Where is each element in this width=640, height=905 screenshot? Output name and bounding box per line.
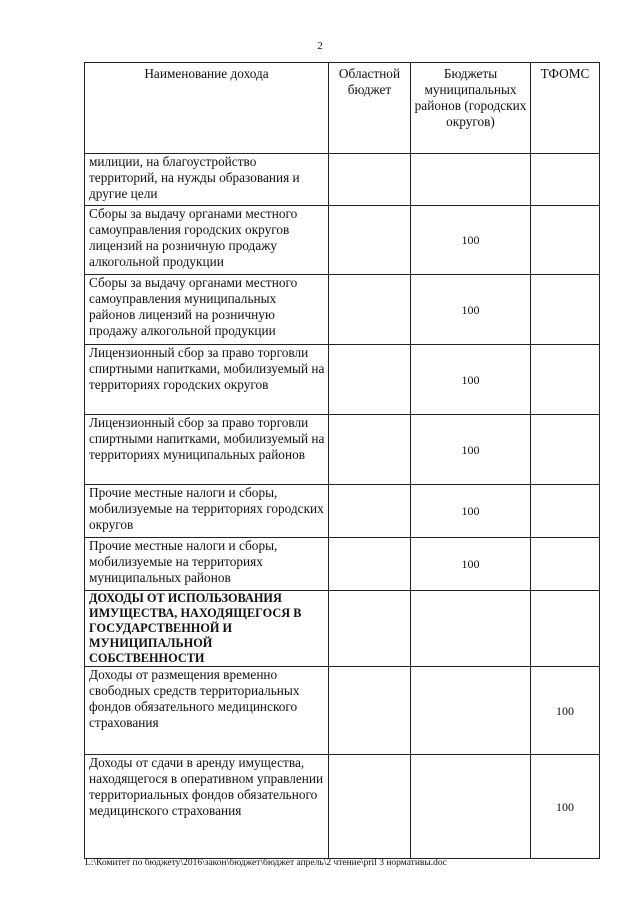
regional-value [329,667,411,755]
table-row [85,667,600,755]
municipal-value: 100 [411,538,531,591]
page-number: 2 [317,40,323,52]
table-row [85,275,600,345]
regional-value [329,485,411,538]
tfoms-value [531,591,600,667]
municipal-value: 100 [411,485,531,538]
table-row-section-heading [85,591,600,667]
municipal-value: 100 [411,415,531,485]
regional-value [329,415,411,485]
table-row [85,415,600,485]
tfoms-value [531,415,600,485]
table-row [85,755,600,859]
table-row [85,206,600,275]
tfoms-value [531,538,600,591]
table-row [85,345,600,415]
header-regional-budget: Областной бюджет [329,63,411,154]
regional-value [329,154,411,206]
regional-value [329,345,411,415]
municipal-value [411,755,531,859]
municipal-value: 100 [411,206,531,275]
tfoms-value [531,275,600,345]
municipal-value: 100 [411,345,531,415]
revenue-section-name: ДОХОДЫ ОТ ИСПОЛЬЗОВАНИЯ ИМУЩЕСТВА, НАХОДЯЩЕГОСЯ В ГОСУДАРСТВЕННОЙ И МУНИЦИПАЛЬНОЙ СОБСТВЕННОСТИ [85,591,329,667]
tfoms-value: 100 [531,667,600,755]
revenue-name: Доходы от сдачи в аренду имущества, находящегося в оперативном управлении территориальных фондов обязательного медицинского страхования [85,755,329,859]
tfoms-value: 100 [531,755,600,859]
tfoms-value [531,154,600,206]
municipal-value [411,591,531,667]
regional-value [329,206,411,275]
table-row [85,154,600,206]
tfoms-value [531,206,600,275]
revenue-distribution-table [84,62,600,859]
header-municipal-budgets: Бюджеты муниципальных районов (городских округов) [411,63,531,154]
document-file-path: L:\Комитет по бюджету\2016\закон\бюджет\бюджет апрель\2 чтение\pril 3 нормативы.doc [85,858,447,868]
revenue-name: Сборы за выдачу органами местного самоуправления городских округов лицензий на розничную продажу алкогольной продукции [85,206,329,275]
revenue-name: Прочие местные налоги и сборы, мобилизуемые на территориях городских округов [85,485,329,538]
table-header-row [85,63,600,154]
regional-value [329,591,411,667]
revenue-name: милиции, на благоустройство территорий, на нужды образования и другие цели [85,154,329,206]
table-row [85,485,600,538]
regional-value [329,538,411,591]
revenue-name: Доходы от размещения временно свободных средств территориальных фондов обязательного медицинского страхования [85,667,329,755]
tfoms-value [531,345,600,415]
municipal-value [411,154,531,206]
revenue-name: Лицензионный сбор за право торговли спиртными напитками, мобилизуемый на территориях городских округов [85,345,329,415]
revenue-name: Прочие местные налоги и сборы, мобилизуемые на территориях муниципальных районов [85,538,329,591]
regional-value [329,275,411,345]
municipal-value [411,667,531,755]
revenue-name: Сборы за выдачу органами местного самоуправления муниципальных районов лицензий на розничную продажу алкогольной продукции [85,275,329,345]
revenue-name: Лицензионный сбор за право торговли спиртными напитками, мобилизуемый на территориях муниципальных районов [85,415,329,485]
header-revenue-name: Наименование дохода [85,63,329,154]
tfoms-value [531,485,600,538]
table-row [85,538,600,591]
regional-value [329,755,411,859]
municipal-value: 100 [411,275,531,345]
header-tfoms: ТФОМС [531,63,600,154]
